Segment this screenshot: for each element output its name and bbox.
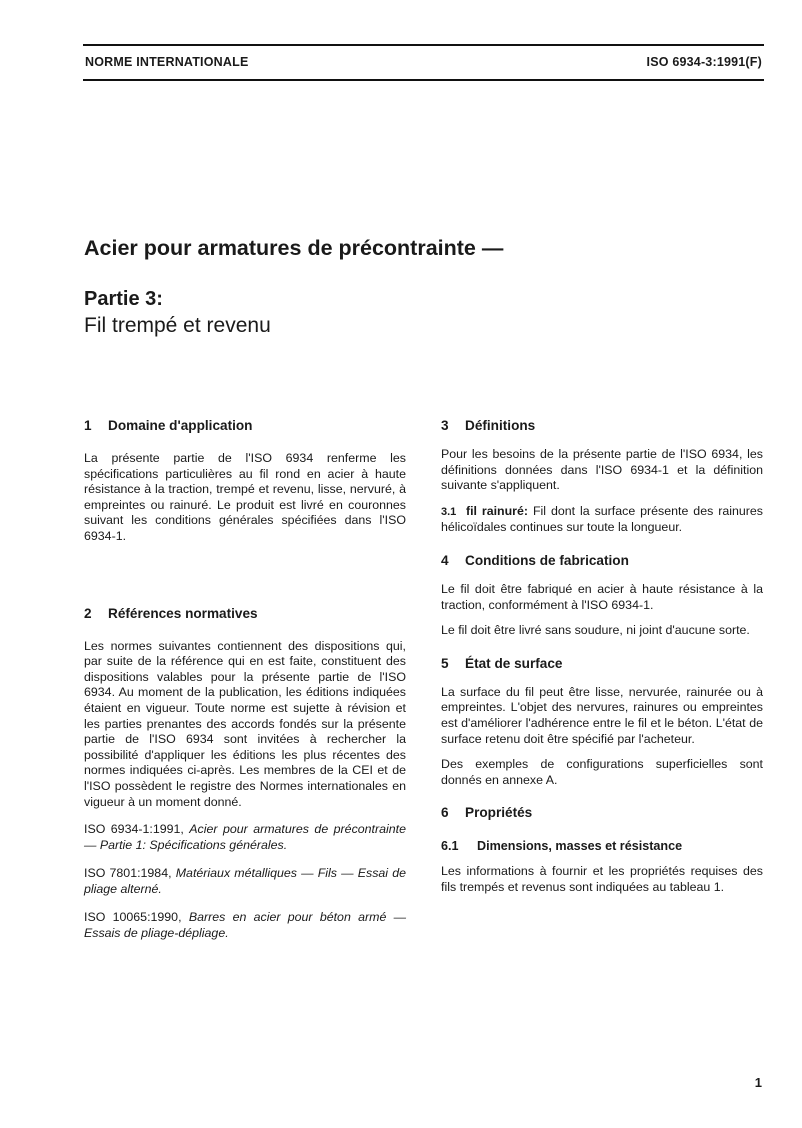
document-type: NORME INTERNATIONALE xyxy=(85,55,249,69)
part-number: Partie 3: xyxy=(84,288,163,310)
normative-reference: ISO 6934-1:1991, Acier pour armatures de précontrainte — Partie 1: Spécifications générales. xyxy=(84,822,406,852)
definition-3-1: 3.1 fil rainuré: Fil dont la surface présente des rainures hélicoïdales continues sur toute la longueur. xyxy=(441,503,763,535)
header-top-rule xyxy=(83,44,764,46)
section-5-text-2: Des exemples de configurations superficielles sont donnés en annexe A. xyxy=(441,757,763,787)
header-bottom-rule xyxy=(83,79,764,81)
section-heading-6: 6 Propriétés xyxy=(441,805,533,821)
section-heading-2: 2 Références normatives xyxy=(84,605,258,621)
section-heading-4: 4 Conditions de fabrication xyxy=(441,552,629,568)
section-heading-1: 1 Domaine d'application xyxy=(84,418,253,433)
normative-reference: ISO 7801:1984, Matériaux métalliques — Fils — Essai de pliage alterné. xyxy=(84,866,406,896)
section-heading-5: 5 État de surface xyxy=(441,655,563,671)
section-heading-3: 3 Définitions xyxy=(441,418,536,433)
section-6-1-text: Les informations à fournir et les propriétés requises des fils trempés et revenus sont indiquées au tableau 1. xyxy=(441,864,763,894)
document-reference: ISO 6934-3:1991(F) xyxy=(646,55,762,69)
document-title: Acier pour armatures de précontrainte — xyxy=(84,236,504,260)
left-column xyxy=(84,417,406,955)
right-column xyxy=(441,417,763,906)
part-subtitle: Fil trempé et revenu xyxy=(84,314,271,337)
section-3-text: Pour les besoins de la présente partie de l'ISO 6934, les définitions données dans l'ISO 6934-1 et la définition suivante s'appliquent. xyxy=(441,447,763,493)
section-2-text: Les normes suivantes contiennent des dispositions qui, par suite de la référence qui en est faite, constituent des dispositions valables pour la présente partie de l'ISO 6934. Au moment de la publication, les éditions indiquées étaient en vigueur. Toute norme est sujette à révision et les parties prenantes des accords fondés sur la présente partie de l'ISO 6934 sont invitées à rechercher la possibilité d'appliquer les éditions les plus récentes des normes indiquées ci-après. Les membres de la CEI et de l'ISO possèdent le registre des Normes internationales en vigueur à un moment donné. xyxy=(84,638,406,809)
subsection-heading-6-1: 6.1 Dimensions, masses et résistance xyxy=(441,839,683,854)
section-5-text-1: La surface du fil peut être lisse, nervurée, rainurée ou à empreintes. L'objet des nervures, rainures ou empreintes est d'améliorer l'adhérence entre le fil et le béton. L'état de surface retenu doit être spécifié par l'acheteur. xyxy=(441,684,763,746)
section-1-text: La présente partie de l'ISO 6934 renferme les spécifications particulières au fil rond en acier à haute résistance à la traction, trempé et revenu, lisse, nervuré, à empreintes ou rainuré. Le produit est livré en couronnes suivant les conditions générales spécifiées dans l'ISO 6934-1. xyxy=(84,451,406,543)
page-number: 1 xyxy=(754,1075,762,1090)
section-4-text-1: Le fil doit être fabriqué en acier à haute résistance à la traction, conformément à l'ISO 6934-1. xyxy=(441,581,763,612)
section-4-text-2: Le fil doit être livré sans soudure, ni joint d'aucune sorte. xyxy=(441,623,750,638)
normative-reference: ISO 10065:1990, Barres en acier pour béton armé — Essais de pliage-dépliage. xyxy=(84,910,406,941)
